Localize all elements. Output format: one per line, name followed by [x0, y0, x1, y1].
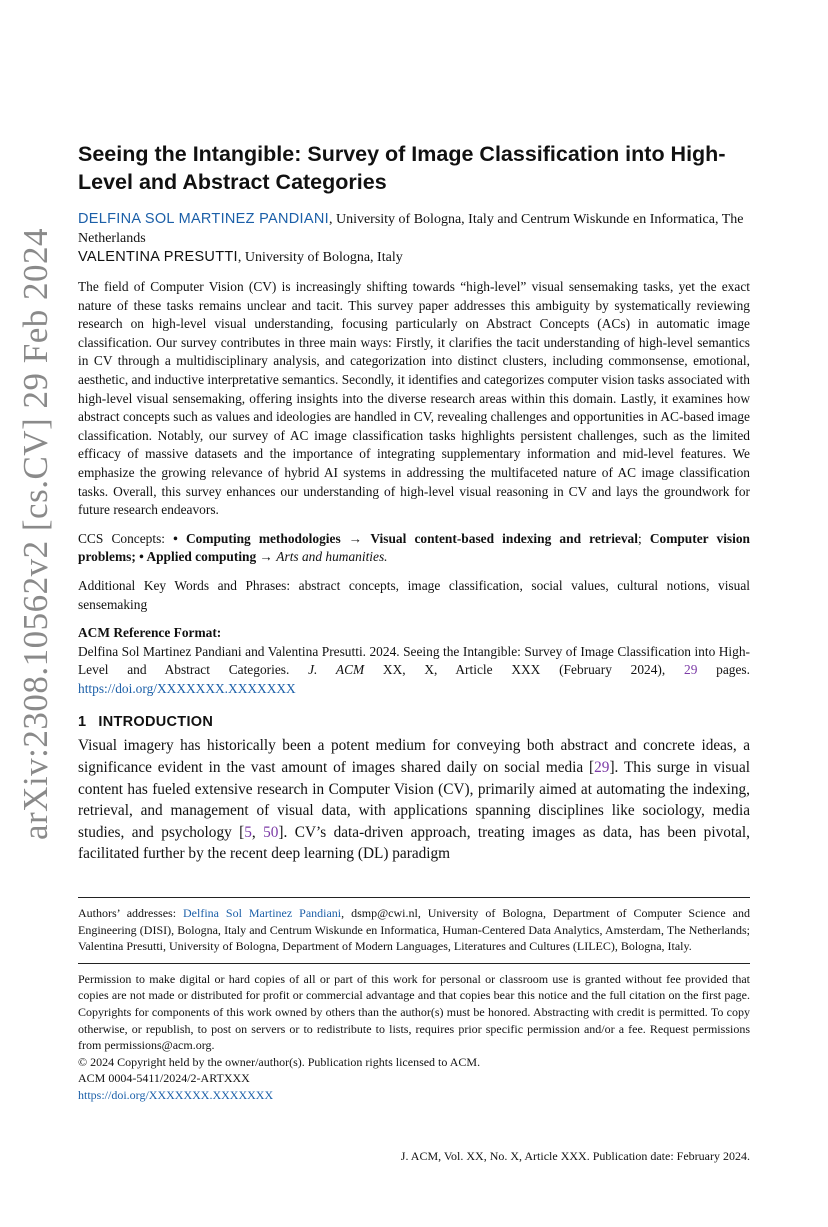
reference-text-c: pages.: [697, 662, 750, 678]
permission-notice: Permission to make digital or hard copies of all or part of this work for personal or classroom use is granted without fee provided that copies are not made or distributed for profit or commercial advantage and that copies bear this notice and the full citation on the first page. Copyrights for components of this work owned by others than the author(s) must be honored. Abstracting with credit is permitted. To copy otherwise, or republish, to post on servers or to redistribute to lists, requires prior specific permission and/or a fee. Request permissions from permissions@acm.org.: [78, 971, 750, 1053]
section-title: INTRODUCTION: [98, 714, 214, 731]
citation-link[interactable]: 5: [244, 823, 252, 841]
doi-link[interactable]: https://doi.org/XXXXXXX.XXXXXXX: [78, 1087, 274, 1102]
ccs-item-3b: Arts and humanities.: [276, 549, 388, 565]
ccs-item-2: Computer vision problems: [78, 530, 750, 565]
ccs-label: CCS Concepts:: [78, 530, 174, 546]
reference-text-a: Delfina Sol Martinez Pandiani and Valentina Presutti. 2024. Seeing the Intangible: Survey of Image Classification into High-Level and Abstract Categories.: [78, 643, 750, 678]
ccs-concepts: [78, 530, 750, 567]
citation-link[interactable]: 29: [594, 759, 610, 777]
reference-journal: J. ACM: [308, 662, 365, 678]
intro-text-a: Visual imagery has historically been a potent medium for conveying both abstract and concrete ideas, a significance evident in the vast amount of images shared daily on social media [: [78, 737, 750, 777]
footnote-divider: [78, 897, 750, 898]
arxiv-stamp-text: arXiv:2308.10562v2 [cs.CV] 29 Feb 2024: [16, 227, 55, 840]
addr-rest: , dsmp@cwi.nl, University of Bologna, Department of Computer Science and Engineering (DISI), Bologna, Italy and Centrum Wiskunde en Informatica, Human-Centered Data Analytics, Amsterdam, The Netherlands; Valentina Presutti, University of Bologna, Department of Modern Languages, Literatures and Cultures (LILEC), Bologna, Italy.: [78, 906, 751, 954]
paper-title: Seeing the Intangible: Survey of Image Classification into High-Level and Abstract Categories: [78, 142, 726, 194]
permission-divider: [78, 963, 750, 964]
section-number: 1: [78, 714, 87, 731]
keywords: Additional Key Words and Phrases: abstract concepts, image classification, social values, cultural notions, visual sensemaking: [78, 577, 750, 612]
ccs-sep: ;: [637, 530, 650, 546]
reference-pages-link[interactable]: 29: [684, 662, 698, 678]
author-2: [78, 248, 750, 267]
author-block: [78, 210, 750, 267]
author-2-name: VALENTINA PRESUTTI: [78, 249, 238, 265]
ccs-arrow-2: →: [256, 549, 277, 565]
citation-link[interactable]: 50: [263, 823, 279, 841]
intro-paragraph: [78, 735, 750, 865]
reference-heading: ACM Reference Format:: [78, 625, 222, 641]
reference-doi-link[interactable]: https://doi.org/XXXXXXX.XXXXXXX: [78, 680, 296, 696]
intro-text-c: ]. CV’s data-driven approach, treating images as data, has been pivotal, facilitated further by the recent deep learning (DL) paradigm: [78, 823, 750, 863]
footnotes: [78, 897, 750, 1104]
arxiv-stamp: [6, 227, 66, 840]
author-1-name[interactable]: DELFINA SOL MARTINEZ PANDIANI: [78, 211, 329, 227]
ccs-item-3a: Applied computing: [146, 549, 257, 565]
acm-id-line: ACM 0004-5411/2024/2-ARTXXX: [78, 1071, 250, 1086]
ccs-bullet-2: ; •: [131, 549, 147, 565]
addr-label: Authors’ addresses:: [78, 906, 183, 920]
ccs-arrow-1: →: [340, 530, 371, 546]
abstract: The field of Computer Vision (CV) is increasingly shifting towards “high-level” visual sensemaking tasks, yet the exact nature of these tasks remains unclear and tacit. This survey paper addresses this ambiguity by systematically reviewing research on high-level visual understanding, focusing particularly on Abstract Concepts (ACs) in automatic image classification. Our survey contributes in three main ways: Firstly, it clarifies the tacit understanding of high-level semantics in CV through a multidisciplinary analysis, and categorization into distinct clusters, including commonsense, emotional, aesthetic, and inductive interpretative semantics. Secondly, it identifies and categorizes computer vision tasks associated with high-level visual sensemaking, offering insights into the diverse research areas within this domain. Lastly, it examines how abstract concepts such as values and ideologies are handled in CV, revealing challenges and opportunities in AC-based image classification. Notably, our survey of AC image classification tasks highlights persistent challenges, such as the limited efficacy of massive datasets and the importance of integrating supplementary information and mid-level features. We emphasize the growing relevance of hybrid AI systems in addressing the multifaceted nature of AC image classification tasks. Overall, this survey enhances our understanding of high-level visual reasoning in CV and lays the groundwork for future research endeavors.: [78, 279, 750, 518]
publication-footer: J. ACM, Vol. XX, No. X, Article XXX. Publication date: February 2024.: [400, 1149, 750, 1163]
main-content: [78, 140, 750, 865]
addr-author-link[interactable]: Delfina Sol Martinez Pandiani: [183, 906, 342, 920]
section-heading: [78, 712, 750, 732]
citation-separator: ,: [251, 823, 264, 841]
authors-addresses: [78, 905, 750, 955]
reference-body: [78, 643, 750, 699]
author-1: [78, 210, 750, 248]
author-2-affiliation: , University of Bologna, Italy: [237, 250, 403, 265]
intro-text-b: ]. This surge in visual content has fueled extensive research in Computer Vision (CV), primarily aimed at automating the indexing, retrieval, and management of visual data, with applications spanning disciplines like sociology, media studies, and psychology [: [78, 759, 750, 841]
copyright-line: © 2024 Copyright held by the owner/author(s). Publication rights licensed to ACM.: [78, 1054, 481, 1069]
reference-text-b: XX, X, Article XXX (February 2024),: [364, 662, 684, 678]
ccs-item-1b: Visual content-based indexing and retrieval: [370, 530, 638, 546]
author-1-affiliation: , University of Bologna, Italy and Centrum Wiskunde en Informatica, The Netherlands: [78, 212, 744, 246]
ccs-item-1a: Computing methodologies: [185, 530, 341, 546]
ccs-bullet-1: •: [173, 530, 186, 546]
